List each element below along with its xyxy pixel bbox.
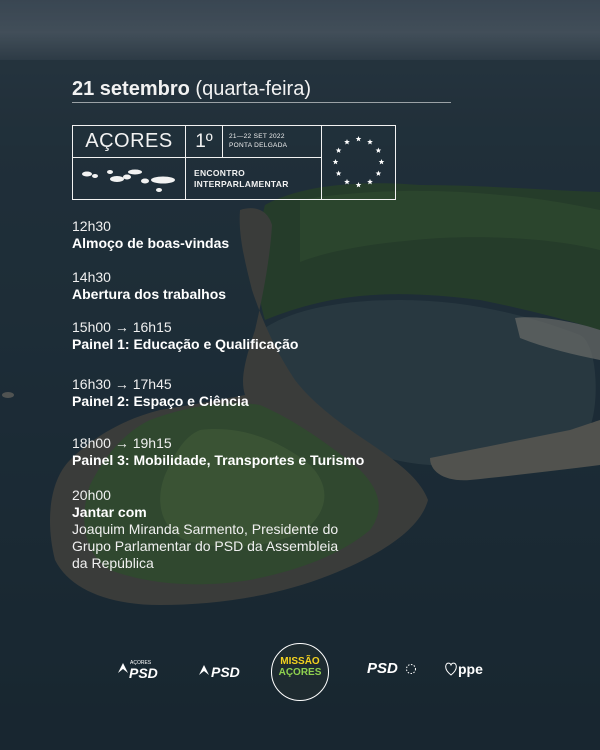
missao-label: MISSÃO xyxy=(280,656,320,667)
eu-circle-icon xyxy=(405,663,417,675)
psd-social-label: PSD xyxy=(367,660,398,677)
schedule-time: 15h00 → 16h15 xyxy=(72,319,172,335)
event-dates-range: 21—22 SET 2022 xyxy=(229,133,285,140)
eu-star xyxy=(344,179,350,184)
schedule-item xyxy=(72,487,432,572)
edition-ordinal: 1º xyxy=(186,126,222,158)
event-location: PONTA DELGADA xyxy=(229,142,288,149)
schedule-detail-line: Joaquim Miranda Sarmento, Presidente do xyxy=(72,521,339,537)
schedule-item xyxy=(72,218,432,252)
schedule-time: 16h30 → 17h45 xyxy=(72,376,172,392)
psd-arrow-icon xyxy=(117,662,129,674)
eu-star xyxy=(344,139,350,144)
event-name xyxy=(186,158,322,200)
schedule-detail-line: Grupo Parlamentar do PSD da Assembleia xyxy=(72,538,339,554)
date-divider xyxy=(72,102,451,103)
eu-stars-icon xyxy=(322,126,395,198)
schedule-title: Jantar com xyxy=(72,504,147,520)
schedule-title: Abertura dos trabalhos xyxy=(72,286,227,302)
schedule-item xyxy=(72,376,432,410)
schedule-item xyxy=(72,269,432,303)
eu-star xyxy=(356,182,362,187)
psd-social-democratic-logo xyxy=(367,660,419,684)
azores-islands-map-icon xyxy=(73,158,186,200)
eu-star xyxy=(336,148,342,153)
schedule-item xyxy=(72,435,432,469)
event-dates xyxy=(222,126,322,158)
event-name-line2: INTERPARLAMENTAR xyxy=(194,179,289,189)
psd-acores-small-label: AÇORES xyxy=(130,660,152,666)
eu-star xyxy=(376,171,382,176)
schedule-title: Painel 3: Mobilidade, Transportes e Turismo xyxy=(72,452,365,468)
eu-star xyxy=(376,148,382,153)
date-main: 21 setembro xyxy=(72,78,190,100)
schedule-time: 18h00 → 19h15 xyxy=(72,435,172,451)
ppe-label: ppe xyxy=(458,661,483,677)
date-heading xyxy=(72,76,311,102)
eu-star xyxy=(356,136,362,141)
schedule-time: 20h00 xyxy=(72,487,111,503)
psd-label: PSD xyxy=(211,664,240,680)
schedule-time: 12h30 xyxy=(72,218,111,234)
eu-star xyxy=(333,159,339,164)
date-weekday: (quarta-feira) xyxy=(195,78,312,100)
schedule-title: Almoço de boas-vindas xyxy=(72,235,230,251)
psd-acores-logo xyxy=(117,660,165,684)
schedule-item xyxy=(72,319,432,353)
ppe-heart-icon xyxy=(444,661,458,677)
missao-acores-badge xyxy=(271,643,329,701)
psd-acores-label: PSD xyxy=(129,665,158,681)
eu-star xyxy=(379,159,385,164)
eu-star xyxy=(367,179,373,184)
eu-star xyxy=(367,139,373,144)
partner-logos xyxy=(0,640,600,705)
schedule-detail-line: da República xyxy=(72,555,154,571)
ppe-logo xyxy=(444,660,488,684)
region-title: AÇORES xyxy=(73,126,186,158)
schedule-title: Painel 2: Espaço e Ciência xyxy=(72,393,249,409)
schedule-title: Painel 1: Educação e Qualificação xyxy=(72,336,299,352)
psd-logo xyxy=(198,662,246,684)
schedule-time: 14h30 xyxy=(72,269,111,285)
missao-region-label: AÇORES xyxy=(278,667,322,678)
psd-arrow-icon xyxy=(198,664,210,676)
event-name-line1: ENCONTRO xyxy=(194,168,246,178)
event-header-box xyxy=(72,125,396,200)
eu-star xyxy=(336,171,342,176)
